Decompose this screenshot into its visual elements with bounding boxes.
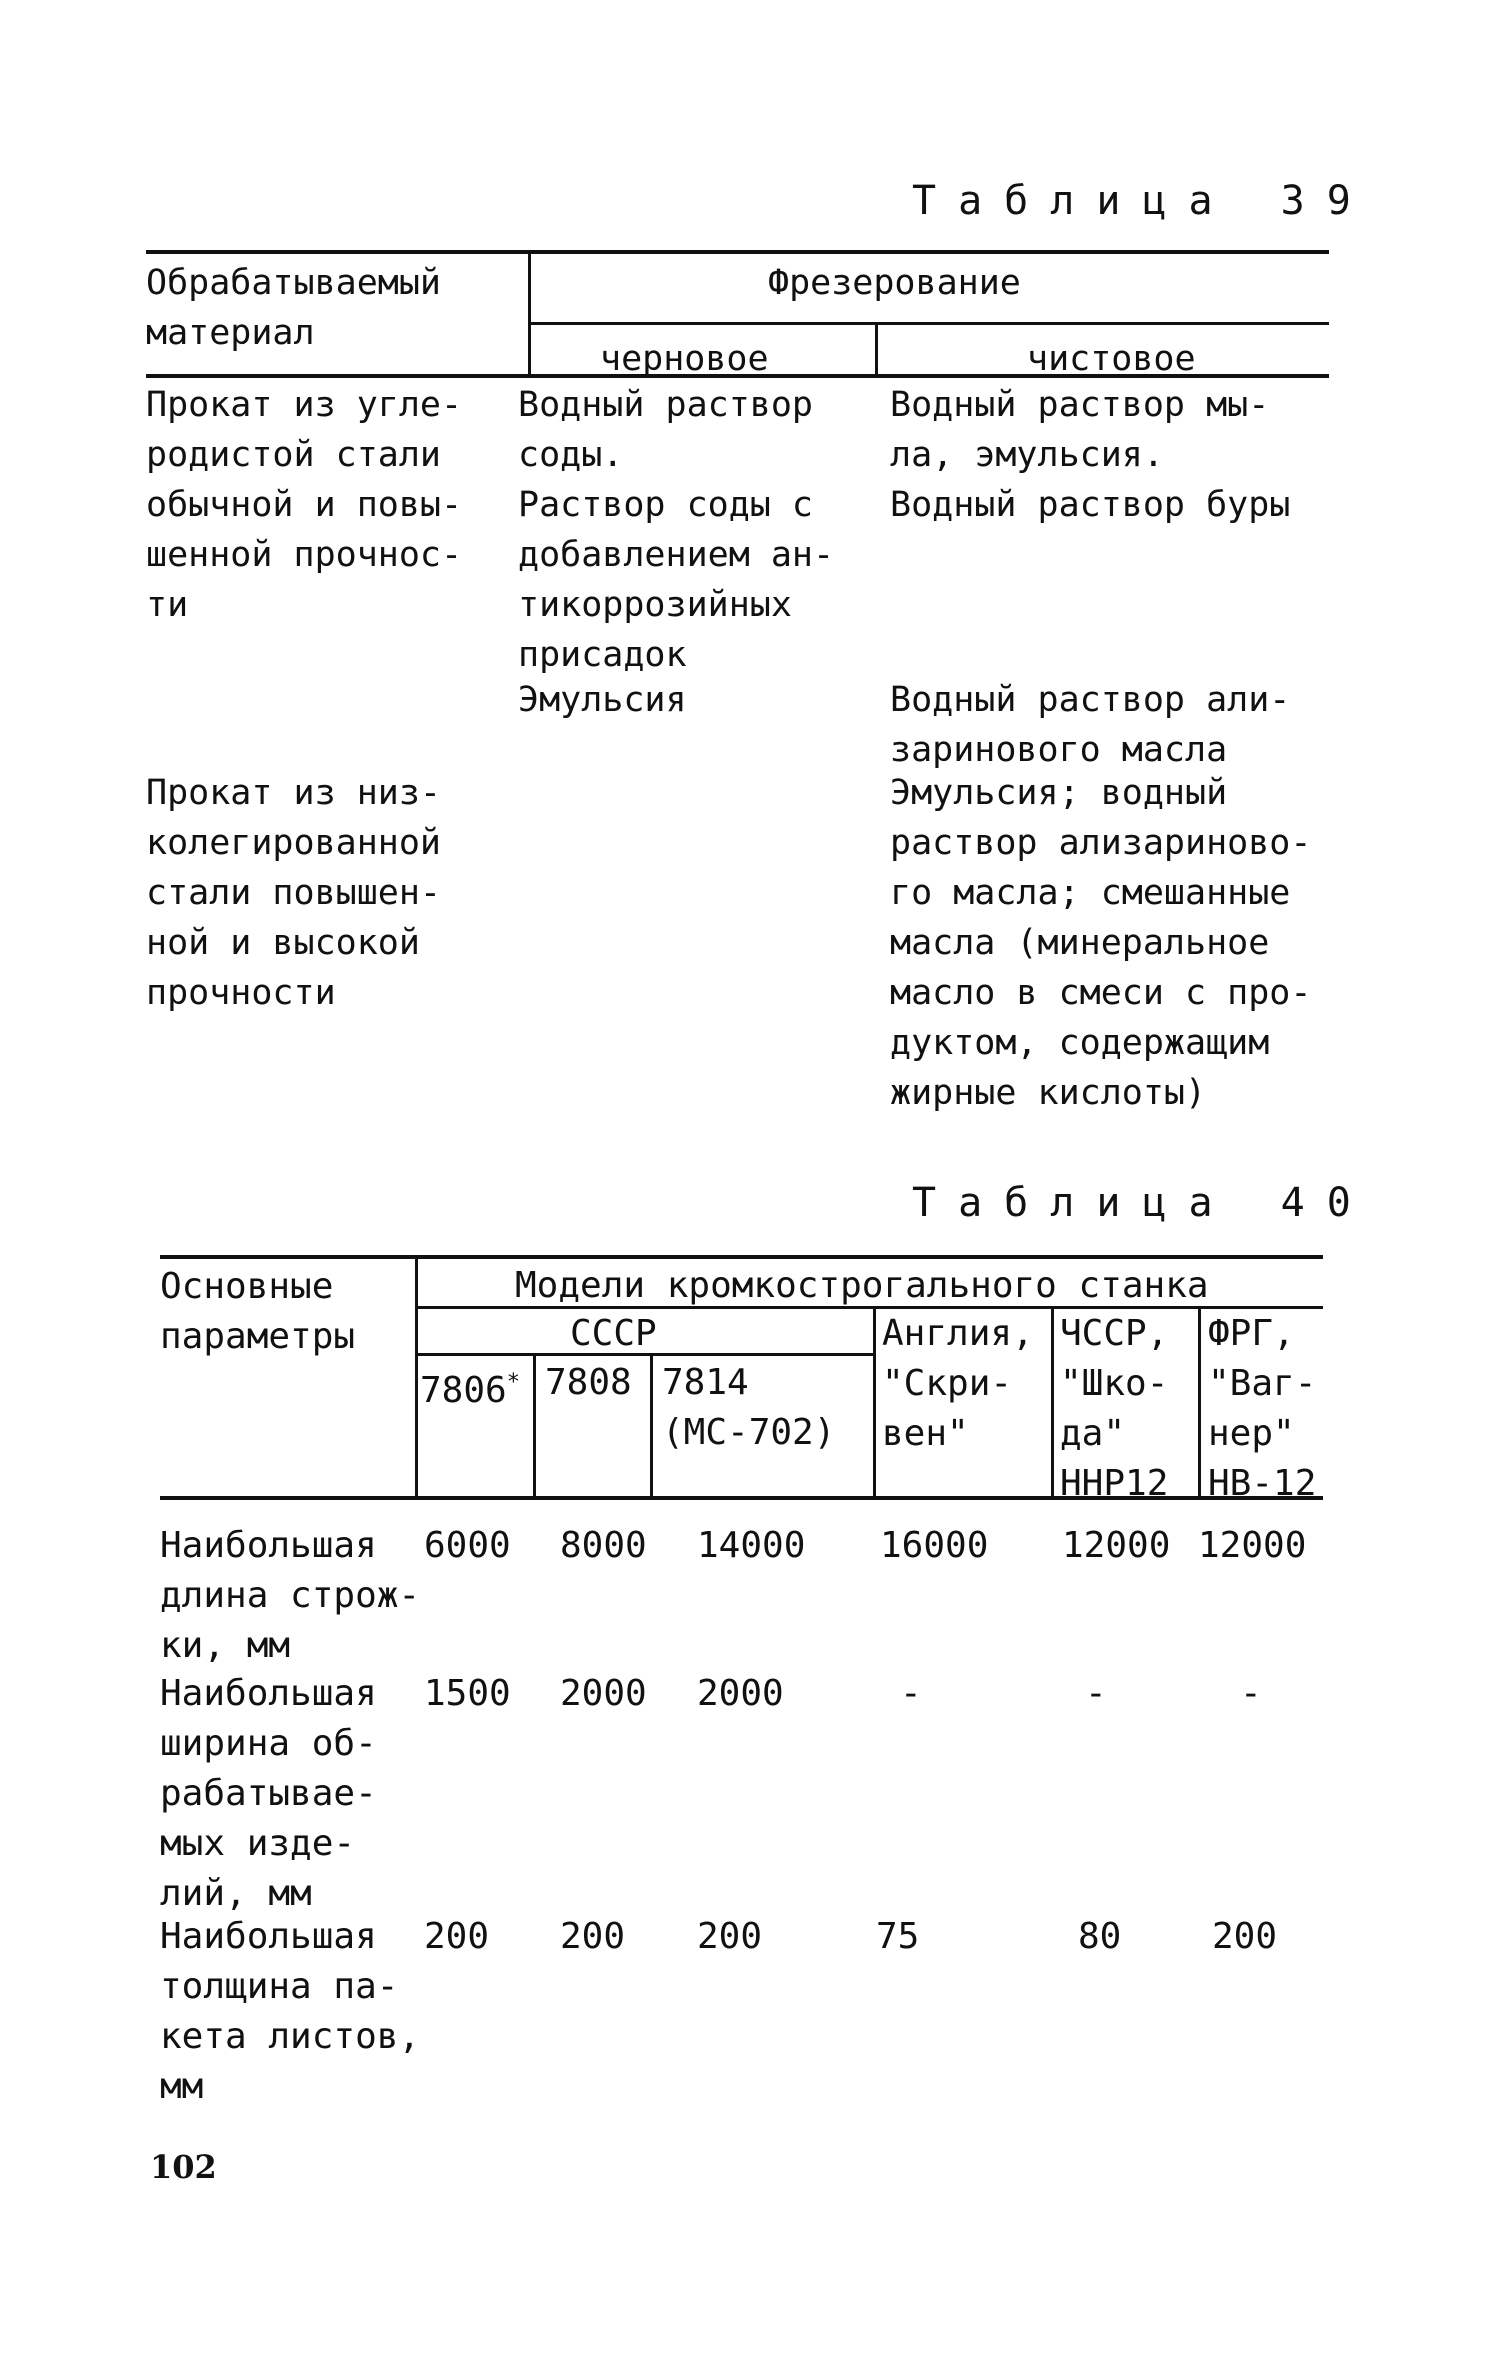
table39-group-rule <box>530 322 1329 325</box>
table39-row1-material: Прокат из угле- родистой стали обычной и повы- шенной прочнос- ти <box>146 385 463 625</box>
table39-header-material: Обрабатываемый материал <box>146 263 442 353</box>
table40-czech-divider <box>1198 1308 1201 1500</box>
table40-header-england: Англия, "Скри- вен" <box>882 1313 1034 1454</box>
table40-row2-value: 1500 <box>424 1673 511 1714</box>
table40-row1-value: 14000 <box>697 1525 806 1566</box>
table40-m2-divider <box>650 1355 653 1500</box>
table39-row3-material: Прокат из низ- колегированной стали повышен- ной и высокой прочности <box>146 773 442 1013</box>
table40-header-czech: ЧССР, "Шко- да" HHP12 <box>1060 1313 1169 1504</box>
table39-caption: Таблица 39 <box>912 178 1373 224</box>
page-number: 102 <box>150 2148 217 2186</box>
table40-param-divider <box>415 1257 418 1500</box>
table40-header-models: Модели кромкострогального станка <box>515 1265 1209 1306</box>
table40-top-rule <box>160 1255 1323 1259</box>
table39-row3-finish: Эмульсия; водный раствор ализариново- го масла; смешанные масла (минеральное масло в смеси с про- дуктом, содержащим жирные кислоты) <box>890 773 1312 1113</box>
table40-ussr-divider <box>873 1308 876 1500</box>
table40-row2-param: Наибольшая ширина об- рабатывае- мых изде- лий, мм <box>160 1673 377 1914</box>
table40-header-ussr: СССР <box>570 1313 657 1354</box>
table40-header-m2: 7808 <box>545 1362 632 1403</box>
table40-england-divider <box>1051 1308 1054 1500</box>
table40-row3-value: 80 <box>1078 1916 1122 1957</box>
table40-row2-value: - <box>1240 1673 1262 1714</box>
table39-row1-rough: Водный раствор соды. Раствор соды с добавлением ан- тикоррозийных присадок <box>518 385 835 675</box>
table39-row2-rough: Эмульсия <box>518 680 687 720</box>
table40-row2-value: 2000 <box>560 1673 647 1714</box>
table39-row1-finish: Водный раствор мы- ла, эмульсия. Водный раствор буры <box>890 385 1291 525</box>
table40-header-params: Основные параметры <box>160 1266 356 1357</box>
table39-top-rule <box>146 250 1329 254</box>
table40-row3-param: Наибольшая толщина па- кета листов, мм <box>160 1916 421 2107</box>
table40-row3-value: 200 <box>697 1916 763 1957</box>
table40-header-frg: ФРГ, "Ваг- нер" HB-12 <box>1208 1313 1317 1504</box>
table40-row3-value: 200 <box>424 1916 490 1957</box>
table40-row1-value: 12000 <box>1198 1525 1307 1566</box>
table40-row3-value: 200 <box>1212 1916 1278 1957</box>
table40-header-m3: 7814 (МС-702) <box>662 1362 836 1453</box>
table40-row1-value: 16000 <box>880 1525 989 1566</box>
table39-header-finish: чистовое <box>1027 339 1196 379</box>
table40-row1-value: 6000 <box>424 1525 511 1566</box>
table40-row2-value: 2000 <box>697 1673 784 1714</box>
table39-header-rough: черновое <box>600 339 769 379</box>
table40-header-m1: 7806* <box>420 1370 520 1411</box>
table40-row3-value: 75 <box>876 1916 920 1957</box>
table39-header-milling: Фрезерование <box>768 263 1021 303</box>
table40-row1-param: Наибольшая длина строж- ки, мм <box>160 1525 421 1666</box>
table40-row1-value: 12000 <box>1062 1525 1171 1566</box>
table40-row2-value: - <box>900 1673 922 1714</box>
table40-row2-value: - <box>1085 1673 1107 1714</box>
table40-header-m1-mark: * <box>506 1370 520 1395</box>
table39-sub-divider <box>875 324 878 376</box>
table40-caption: Таблица 40 <box>912 1180 1373 1226</box>
table40-m1-divider <box>533 1355 536 1500</box>
table40-row3-value: 200 <box>560 1916 626 1957</box>
table39-row2-finish: Водный раствор али- заринового масла <box>890 680 1291 770</box>
table39-header-divider <box>528 252 531 376</box>
table40-row1-value: 8000 <box>560 1525 647 1566</box>
